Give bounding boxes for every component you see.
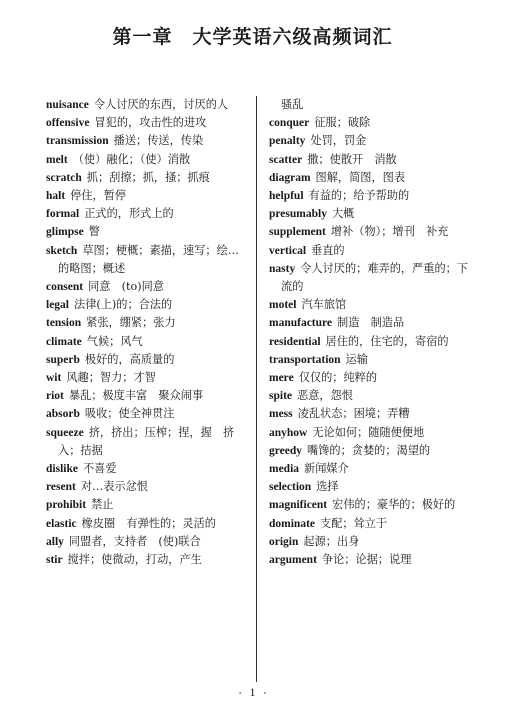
vocab-definition: 风趣；智力；才智 <box>66 371 156 385</box>
vocab-word: climate <box>46 335 82 348</box>
vocab-definition: 运输 <box>345 352 368 366</box>
vocab-word: selection <box>269 481 312 494</box>
vocab-definition: 无论如何；随随便便地 <box>312 425 425 439</box>
vocab-entry <box>269 533 473 551</box>
vocab-entry <box>269 242 473 260</box>
vocab-definition: 法律(上)的；合法的 <box>74 298 173 312</box>
vocab-definition: 同意 (to)同意 <box>88 280 164 294</box>
vocab-entry <box>269 132 473 150</box>
page-title: 第一章 大学英语六级高频词汇 <box>112 26 393 48</box>
vocab-word: stir <box>46 554 63 567</box>
vocab-definition: 汽车旅馆 <box>301 298 347 312</box>
vocab-word: motel <box>269 299 297 312</box>
vocab-word: argument <box>269 554 317 567</box>
vocab-word: anyhow <box>269 426 308 439</box>
vocab-definition: 吸收；使全神贯注 <box>84 407 175 421</box>
continued-definition: 骚乱 <box>281 98 304 111</box>
vocab-entry <box>46 205 244 223</box>
vocab-definition: 争论；论据；说理 <box>321 553 412 567</box>
vocab-entry <box>269 515 473 533</box>
vocab-entry <box>269 205 473 223</box>
vocab-word: helpful <box>269 190 304 203</box>
vocab-entry <box>46 296 244 314</box>
page-footer <box>0 685 505 700</box>
right-column <box>269 96 473 569</box>
vocab-word: mere <box>269 372 294 385</box>
vocab-definition: 有益的；给予帮助的 <box>308 189 410 203</box>
vocab-word: diagram <box>269 171 311 184</box>
vocab-definition: 增补（物）；增刊 补充 <box>330 225 449 239</box>
vocab-entry <box>46 169 244 187</box>
vocab-word: formal <box>46 208 80 221</box>
vocab-word: elastic <box>46 517 77 530</box>
vocab-word: melt <box>46 153 68 166</box>
vocab-word: scratch <box>46 171 82 184</box>
vocab-entry <box>46 515 244 533</box>
vocab-entry <box>46 132 244 150</box>
vocab-word: resent <box>46 481 76 494</box>
vocab-entry <box>269 260 473 296</box>
vocab-entry <box>46 314 244 332</box>
vocab-word: transportation <box>269 353 341 366</box>
footer-dot-left: • <box>238 689 242 698</box>
vocab-entry <box>269 405 473 423</box>
vocab-definition: 垂直的 <box>311 243 345 257</box>
vocab-definition: 瞥 <box>88 225 100 239</box>
vocab-entry <box>46 114 244 132</box>
vocab-word: magnificent <box>269 499 328 512</box>
vocab-definition: 征服；破除 <box>314 116 371 130</box>
vocab-definition: 不喜爱 <box>82 462 117 476</box>
vocab-entry <box>46 424 244 460</box>
vocab-entry <box>46 187 244 205</box>
vocab-definition: 恶意，怨恨 <box>297 389 353 403</box>
vocab-word: dominate <box>269 517 315 530</box>
vocab-definition: 紧张，绷紧；张力 <box>86 316 176 330</box>
vocab-word: superb <box>46 353 80 366</box>
vocab-definition: 仅仅的；纯粹的 <box>298 371 378 385</box>
vocab-entry <box>269 460 473 478</box>
left-column <box>46 96 244 569</box>
vocab-entry <box>46 369 244 387</box>
vocab-word: riot <box>46 390 64 403</box>
vocab-word: conquer <box>269 117 310 130</box>
vocab-entry <box>46 333 244 351</box>
vocab-word: greedy <box>269 444 303 457</box>
vocab-entry <box>269 314 473 332</box>
vocab-word: legal <box>46 299 69 312</box>
vocab-word: supplement <box>269 226 326 239</box>
column-divider <box>256 96 257 682</box>
vocab-definition: 搅拌；使微动，打动，产生 <box>67 553 202 567</box>
vocab-definition: （使）融化；（使）消散 <box>72 152 191 166</box>
vocab-entry <box>46 351 244 369</box>
vocab-definition: 播送；传送，传染 <box>113 134 204 148</box>
vocab-entry <box>269 424 473 442</box>
vocab-definition: 橡皮圈 有弹性的；灵活的 <box>81 516 216 530</box>
vocab-definition: 正式的，形式上的 <box>84 207 174 221</box>
vocab-definition: 冒犯的，攻击性的进攻 <box>94 116 207 130</box>
vocab-word: prohibit <box>46 499 87 512</box>
vocab-entry <box>46 223 244 241</box>
vocab-word: wit <box>46 372 62 385</box>
vocab-entry <box>269 369 473 387</box>
vocab-word: vertical <box>269 244 307 257</box>
vocab-definition: 草图；梗概；素描，速写；绘…的略图；概述 <box>58 243 239 275</box>
vocab-definition: 嘴馋的；贪婪的；渴望的 <box>307 443 431 457</box>
footer-dot-right: • <box>263 689 267 698</box>
vocab-word: consent <box>46 281 84 294</box>
vocab-entry <box>269 296 473 314</box>
vocab-word: mess <box>269 408 293 421</box>
vocab-word: glimpse <box>46 226 84 239</box>
vocab-entry <box>46 242 244 278</box>
vocab-entry <box>46 151 244 169</box>
vocab-word: residential <box>269 335 321 348</box>
vocab-word: squeeze <box>46 426 84 439</box>
vocab-entry <box>46 96 244 114</box>
vocab-entry <box>46 460 244 478</box>
vocab-word: transmission <box>46 135 109 148</box>
vocab-word: halt <box>46 190 66 203</box>
vocab-definition: 大概 <box>331 207 355 221</box>
vocab-entry <box>269 223 473 241</box>
vocab-definition: 对…表示忿恨 <box>80 480 148 494</box>
page-number: 1 <box>249 685 256 699</box>
vocab-definition: 制造 制造品 <box>337 316 405 330</box>
vocab-definition: 挤，挤出；压榨；捏，握 挤入；拮据 <box>58 425 235 457</box>
vocab-definition: 禁止 <box>91 498 114 512</box>
vocab-entry <box>269 169 473 187</box>
vocab-definition: 选择 <box>316 480 339 494</box>
vocab-word: manufacture <box>269 317 333 330</box>
vocab-entry <box>46 551 244 569</box>
vocab-definition: 气候；风气 <box>86 334 143 348</box>
vocab-definition: 起源；出身 <box>303 534 360 548</box>
vocab-entry <box>269 151 473 169</box>
vocab-entry <box>46 278 244 296</box>
vocab-word: ally <box>46 535 64 548</box>
vocab-entry <box>269 478 473 496</box>
vocab-definition: 支配；耸立于 <box>320 516 388 530</box>
vocab-entry <box>269 333 473 351</box>
vocab-word: scatter <box>269 153 303 166</box>
vocab-word: origin <box>269 535 299 548</box>
vocab-definition: 凌乱状态；困境；弄糟 <box>297 407 410 421</box>
vocab-word: penalty <box>269 135 306 148</box>
right-column-entries <box>269 114 473 569</box>
vocab-entry <box>269 387 473 405</box>
vocab-word: offensive <box>46 117 90 130</box>
vocab-definition: 居住的，住宅的，寄宿的 <box>325 334 449 348</box>
vocab-word: tension <box>46 317 82 330</box>
vocab-entry <box>46 387 244 405</box>
vocab-word: sketch <box>46 244 78 257</box>
vocab-entry <box>46 533 244 551</box>
vocab-word: spite <box>269 390 292 403</box>
vocab-definition: 新闻媒介 <box>304 462 349 476</box>
vocab-word: nasty <box>269 262 296 275</box>
vocab-definition: 极好的，高质量的 <box>84 352 175 366</box>
vocab-definition: 令人讨厌的；难弄的，严重的；下流的 <box>281 261 469 294</box>
vocab-definition: 撒；使散开 消散 <box>307 152 397 166</box>
vocab-entry <box>269 442 473 460</box>
vocab-entry <box>46 496 244 514</box>
vocab-entry <box>46 478 244 496</box>
vocab-definition: 抓；刮擦；抓，搔；抓痕 <box>86 170 210 184</box>
vocab-definition: 暴乱；极度丰富 聚众闹事 <box>68 389 204 403</box>
vocab-entry <box>269 187 473 205</box>
vocab-definition: 处罚，罚金 <box>310 134 367 148</box>
vocab-definition: 宏伟的；豪华的；极好的 <box>332 498 456 512</box>
vocab-entry <box>46 405 244 423</box>
vocab-entry <box>269 551 473 569</box>
vocab-entry <box>269 496 473 514</box>
vocab-word: dislike <box>46 463 78 476</box>
vocab-entry <box>269 351 473 369</box>
vocab-word: absorb <box>46 408 80 421</box>
vocab-definition: 停住，暂停 <box>70 189 127 203</box>
vocab-definition: 同盟者，支持者 (使)联合 <box>68 534 201 548</box>
vocab-word: presumably <box>269 208 327 221</box>
vocab-word: nuisance <box>46 99 89 111</box>
vocab-word: media <box>269 463 300 476</box>
vocab-definition: 图解，简图，图表 <box>315 170 406 184</box>
vocab-entry <box>269 114 473 132</box>
vocab-definition: 令人讨厌的东西，讨厌的人 <box>93 98 229 111</box>
